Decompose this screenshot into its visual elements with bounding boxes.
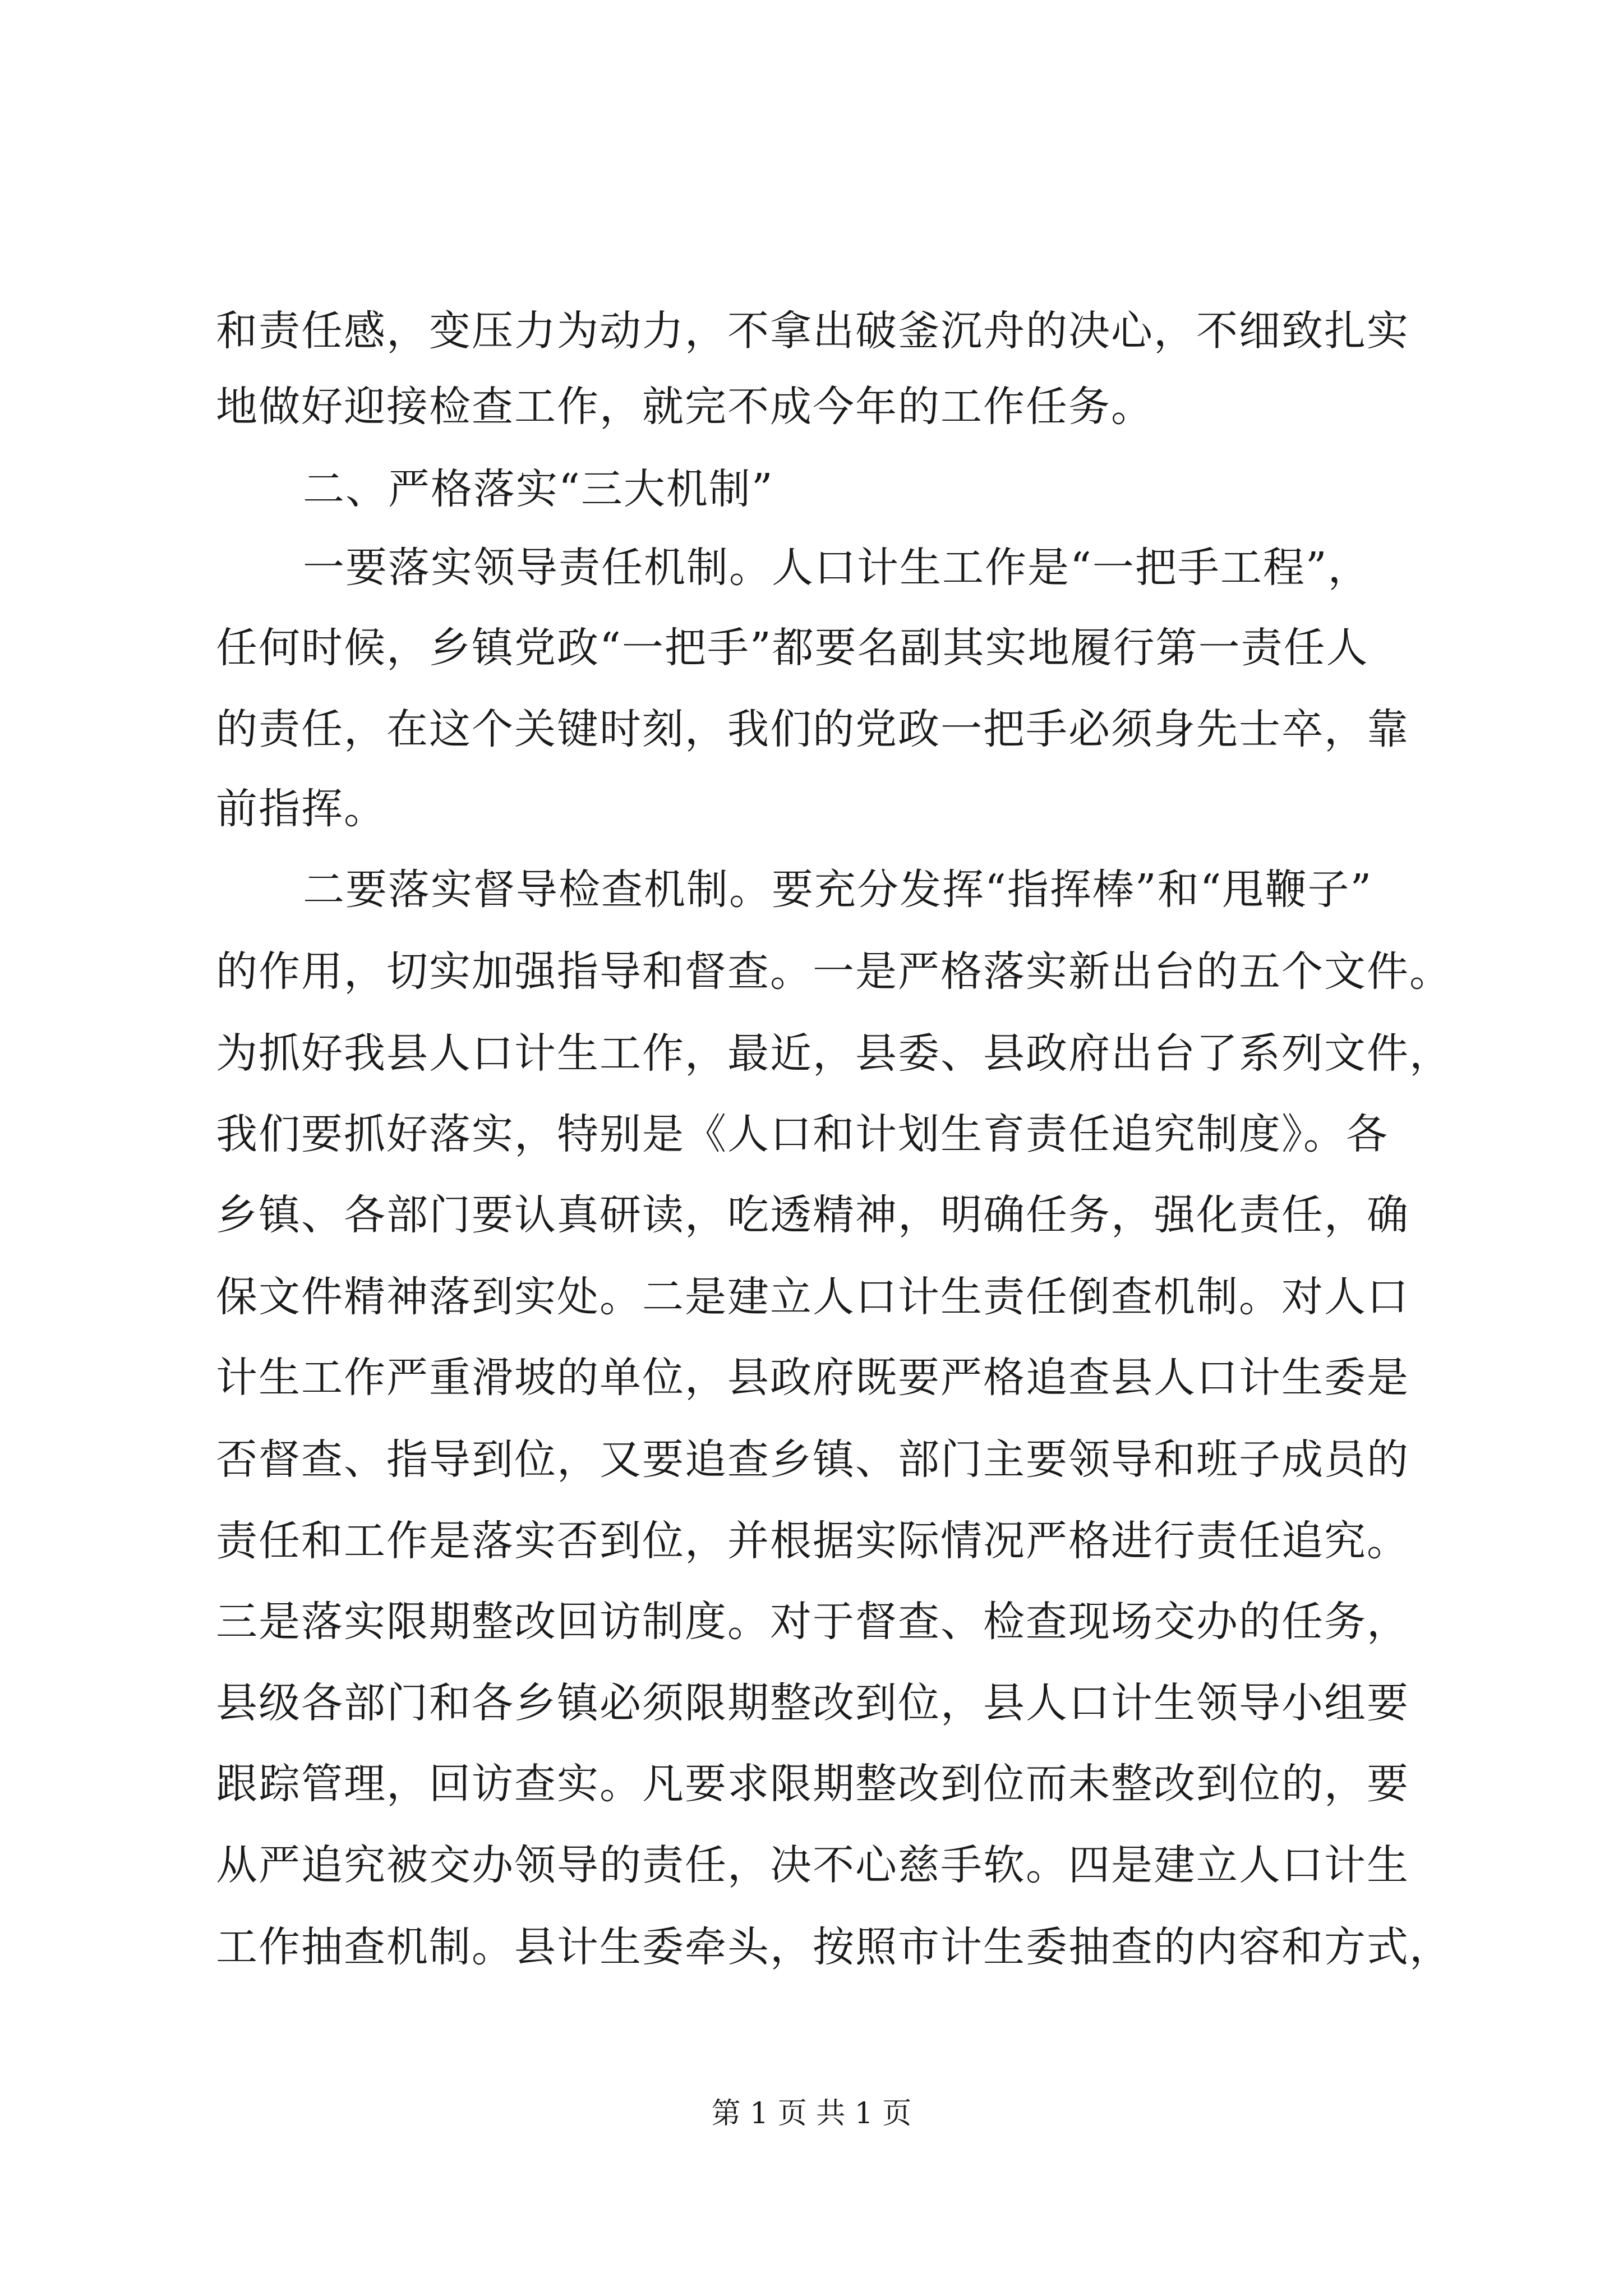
text-line: 三是落实限期整改回访制度。对于督查、检查现场交办的任务， [216,1598,1409,1646]
text-line: 为抓好我县人口计生工作，最近，县委、县政府出台了系列文件， [216,1029,1452,1078]
text-line: 的责任，在这个关键时刻，我们的党政一把手必须身先士卒，靠 [216,705,1409,753]
text-line: 前指挥。 [216,785,386,833]
text-line: 责任和工作是落实否到位，并根据实际情况严格进行责任追究。 [216,1517,1409,1565]
text-line: 的作用，切实加强指导和督查。一是严格落实新出台的五个文件。 [216,947,1452,996]
text-line: 地做好迎接检查工作，就完不成今年的工作任务。 [216,383,1154,431]
section-heading: 二、严格落实“三大机制” [303,465,774,513]
text-line: 工作抽查机制。县计生委牵头，按照市计生委抽查的内容和方式， [216,1923,1452,1971]
text-line: 否督查、指导到位，又要追查乡镇、部门主要领导和班子成员的 [216,1435,1409,1484]
text-line: 跟踪管理，回访查实。凡要求限期整改到位而未整改到位的，要 [216,1760,1409,1808]
text-line: 县级各部门和各乡镇必须限期整改到位，县人口计生领导小组要 [216,1679,1409,1727]
text-line: 从严追究被交办领导的责任，决不心慈手软。四是建立人口计生 [216,1841,1409,1889]
text-line: 我们要抓好落实，特别是《人口和计划生育责任追究制度》。各 [216,1110,1389,1158]
text-line: 任何时候，乡镇党政“一把手”都要名副其实地履行第一责任人 [216,624,1369,672]
text-line: 和责任感，变压力为动力，不拿出破釜沉舟的决心，不细致扎实 [216,307,1409,355]
text-line: 一要落实领导责任机制。人口计生工作是“一把手工程”， [303,544,1371,592]
text-line: 乡镇、各部门要认真研读，吃透精神，明确任务，强化责任，确 [216,1191,1409,1239]
text-line: 保文件精神落到实处。二是建立人口计生责任倒查机制。对人口 [216,1273,1409,1321]
page-number-footer: 第 1 页 共 1 页 [711,2097,912,2131]
text-line: 二要落实督导检查机制。要充分发挥“指挥棒”和“甩鞭子” [303,866,1373,914]
text-line: 计生工作严重滑坡的单位，县政府既要严格追查县人口计生委是 [216,1354,1409,1402]
